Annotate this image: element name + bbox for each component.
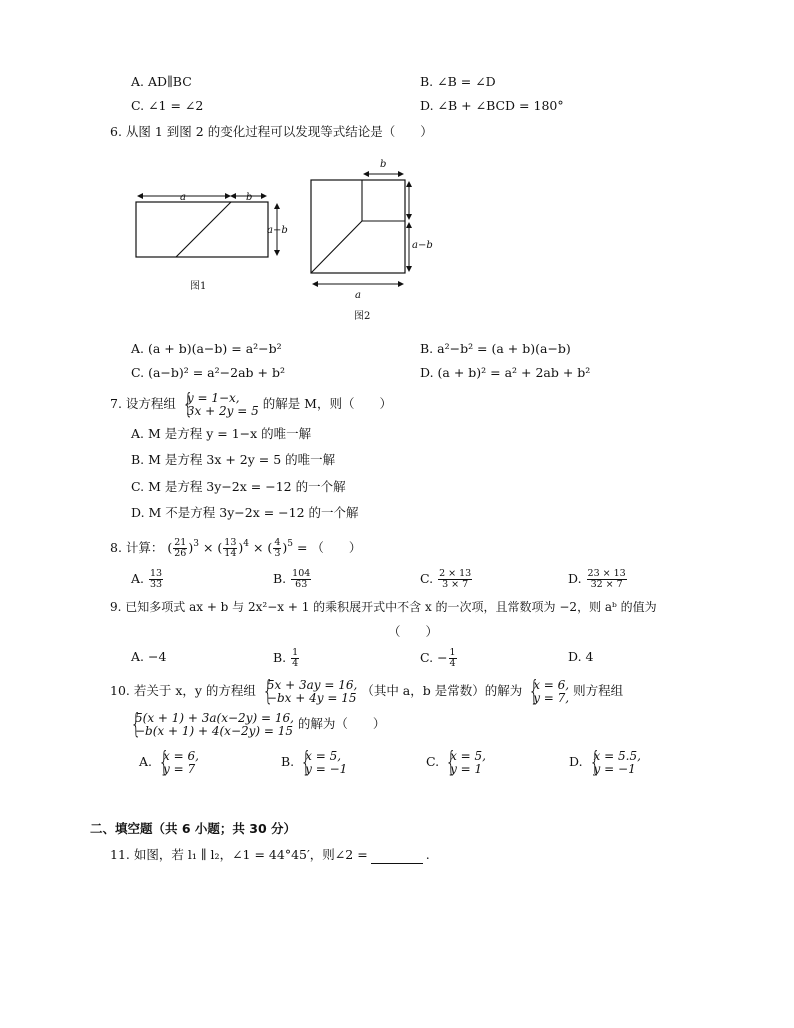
q9-option-c: C. − $\frac{1}{4}$: [420, 647, 456, 669]
q8-prefix: 8. 计算：: [110, 540, 164, 555]
fig1-label-a: a: [180, 192, 186, 203]
q6-option-c: C. (a−b)² = a²−2ab + b²: [131, 365, 285, 380]
q10-solution: { x = 6, y = 7,: [526, 679, 569, 705]
q9-paren: （ ）: [388, 624, 439, 639]
q8-exp-2: 4: [243, 539, 250, 549]
fig1-rectangle: [136, 202, 268, 257]
q6-option-a: A. (a + b)(a−b) = a²−b²: [131, 341, 282, 356]
q8-exp-1: 3: [193, 539, 199, 549]
q10-option-c: C. { x = 5, y = 1: [426, 748, 486, 776]
fig2-label-b: b: [380, 159, 387, 170]
q7-option-d: D. M 不是方程 3y−2x = −12 的一个解: [131, 505, 359, 520]
q8-exp-3: 5: [287, 539, 293, 549]
fig2-caption: 图2: [354, 311, 371, 322]
q10-sys2-suffix: 的解为（ ）: [297, 716, 386, 731]
q7-system: [180, 392, 259, 418]
q6-option-d: D. (a + b)² = a² + 2ab + b²: [420, 365, 591, 380]
q5-option-b: B. ∠B = ∠D: [420, 74, 496, 89]
q8-fraction-1: $\frac{21}{26}$: [174, 537, 187, 559]
q8-option-a: A. $\frac{13}{33}$: [131, 568, 163, 590]
q10-option-b: B. { x = 5, y = −1: [281, 748, 347, 776]
fig2-label-ab: a−b: [412, 240, 433, 251]
q9-option-d: D. 4: [568, 649, 594, 664]
q11-suffix: .: [425, 847, 430, 862]
q10-stem-line1: [110, 677, 623, 705]
q8-fraction-2: $\frac{13}{14}$: [224, 537, 237, 559]
q8-option-b: B. $\frac{104}{63}$: [273, 568, 311, 590]
q10-option-a: A. { x = 6, y = 7: [139, 748, 199, 776]
q7-suffix: 的解是 M，则（ ）: [262, 396, 392, 411]
q10-stem-line2: [128, 710, 385, 738]
q6-stem: 6. 从图 1 到图 2 的变化过程可以发现等式结论是（ ）: [110, 124, 433, 139]
q11-stem: [110, 846, 430, 864]
q10-mid: （其中 a，b 是常数）的解为: [361, 683, 523, 698]
fig2-cut-line: [311, 221, 362, 273]
q11-answer-blank[interactable]: [371, 851, 423, 864]
q8-option-d: D. $\frac{23 \times 13}{32 \times 7}$: [568, 568, 626, 590]
section-2-heading: 二、填空题（共 6 小题；共 30 分）: [90, 821, 297, 836]
q10-prefix: 10. 若关于 x，y 的方程组: [110, 683, 256, 698]
fig1-label-ab: a−b: [267, 225, 288, 236]
fig1-label-b: b: [246, 192, 253, 203]
fig2-label-a: a: [355, 290, 361, 301]
q10-after: 则方程组: [573, 683, 624, 698]
q10-system-1: { 5x + 3ay = 16, −bx + 4y = 15: [260, 679, 357, 705]
q9-option-a: A. −4: [131, 649, 167, 664]
q6-option-b: B. a²−b² = (a + b)(a−b): [420, 341, 571, 356]
q7-eq2: 3x + 2y = 5: [186, 403, 259, 418]
q7-option-a: A. M 是方程 y = 1−x 的唯一解: [131, 426, 312, 441]
fig1-caption: 图1: [190, 281, 207, 292]
q7-stem: [110, 390, 392, 418]
q8-stem: 8. 计算： ( $\frac{21}{26}$ )$^3$ × ( $\frac{13}{14}$ )$^4$ × ( $\frac{4}{3}$ )$^5$ = （ ）: [110, 537, 362, 559]
q7-prefix: 7. 设方程组: [110, 396, 176, 411]
q7-option-b: B. M 是方程 3x + 2y = 5 的唯一解: [131, 452, 336, 467]
q9-option-b: B. $\frac{1}{4}$: [273, 647, 299, 669]
q5-option-c: C. ∠1 = ∠2: [131, 98, 204, 113]
fig1-cut-line: [176, 202, 231, 257]
q7-option-c: C. M 是方程 3y−2x = −12 的一个解: [131, 479, 346, 494]
figure-2: [300, 155, 440, 325]
q8-suffix: = （ ）: [296, 540, 362, 555]
q7-eq1: { y = 1−x,: [186, 390, 240, 405]
q8-fraction-3: $\frac{4}{3}$: [274, 537, 281, 559]
q5-option-d: D. ∠B + ∠BCD = 180°: [420, 98, 564, 113]
q11-prefix: 11. 如图，若 l₁ ∥ l₂，∠1 = 44°45′，则∠2 =: [110, 847, 368, 862]
q9-stem: 9. 已知多项式 ax + b 与 2x²−x + 1 的乘积展开式中不含 x 的一次项，且常数项为 −2，则 aᵇ 的值为: [110, 600, 657, 614]
figure-1: [128, 185, 298, 295]
fig2-inner-square: [362, 180, 405, 221]
q8-option-c: C. $\frac{2 \times 13}{3 \times 7}$: [420, 568, 472, 590]
q5-option-a: A. AD∥BC: [131, 74, 192, 89]
q10-system-2: { 5(x + 1) + 3a(x−2y) = 16, −b(x + 1) + 4(x−2y) = 15: [128, 712, 294, 738]
q10-option-d: D. { x = 5.5, y = −1: [569, 748, 641, 776]
